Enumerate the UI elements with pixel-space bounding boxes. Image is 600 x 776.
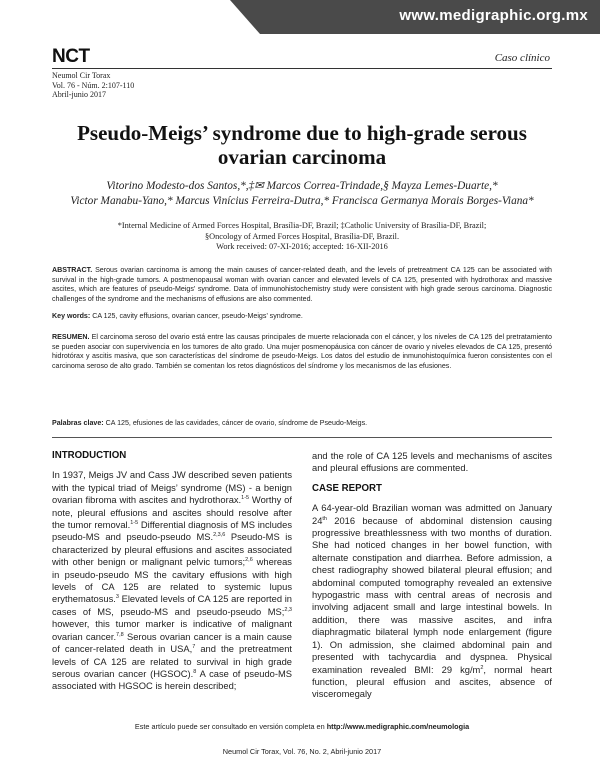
article-title [52,121,552,169]
introduction-heading: INTRODUCTION [52,450,127,461]
body-column-right [312,450,552,709]
footer-citation: Neumol Cir Torax, Vol. 76, No. 2, Abril-junio 2017 [222,747,382,756]
site-banner [0,0,600,34]
authors-line-2: Victor Manabu-Yano,* Marcus Vinícius Ferreira-Dutra,* Francisca Germanya Morais Borges-Viana* [70,195,534,207]
abstract-label: ABSTRACT. [52,266,93,274]
keywords-text: CA 125, cavity effusions, ovarian cancer, pseudo-Meigs’ syndrome. [92,312,303,320]
citation: 1-5 [241,495,250,502]
case-report-heading: CASE REPORT [312,482,382,494]
resumen-text: El carcinoma seroso del ovario está entre las causas principales de muerte relacionada con el cáncer, y los niveles de CA 125 del pretratamiento se pueden asociar con supervivencia en los tumores de alto grado. Una mujer posmenopáusica con cáncer de ovario y niveles elevados de CA 125, presentó hidrotórax y ascitis masiva, que son características del síndrome de pseudo-Meigs. Los datos del estudio de inmunohistoquímica fueron consistentes con el carcinoma seroso de alto grado. También se comentan los retos diagnósticos del síndrome y los mecanismos de las efusiones. [52,333,552,370]
affiliations [52,221,552,253]
abstract-english [52,266,552,304]
resumen-label: RESUMEN. [52,333,90,341]
citation: 2,3 [284,606,292,613]
body-column-left [52,450,292,701]
case-report-paragraph: A 64-year-old Brazilian woman was admitted on January 24th 2016 because of abdominal distension causing progressive breathlessness with two months of duration. She had noticed changes in her bowel function, with alternate constipation and diarrhea. Before admission, a chest radiography showed bilateral pleural effusion; and abdominal computed tomography revealed an extensive hypogastric mass with central areas of necrosis and involving adjacent small and large intestinal bowels. In addition, there was massive ascites, and infra diaphragmatic bilateral lymph node enlargement (figure 1). On admission, she claimed abdominal pain and presented with tachycardia and dyspnea. Physical examination revealed BMI: 29 $kg/m^2$, normal heart function, pleural effusion and ascites, absence of visceromegaly [312,503,552,700]
citation: 2,6 [245,557,253,564]
palabras-clave-text: CA 125, efusiones de las cavidades, cáncer de ovario, síndrome de Pseudo-Meigs. [105,419,368,427]
palabras-clave-label: Palabras clave: [52,419,104,427]
abstract-text: Serous ovarian carcinoma is among the main causes of cancer-related death, and the levels of pretreatment CA 125 can be associated with survival in the high-grade tumors. A postmenopausal woman with ovarian cancer and elevated levels of CA 125, presented with hydrothorax and massive ascites, which are features of pseudo-Meigs’ syndrome. Data of immunohistochemistry study were consistent with high grade serous carcinoma. Diagnostic challenges of the syndrome and the mechanisms of effusions are also commented. [52,266,552,303]
authors-line-1: Vitorino Modesto-dos Santos,*,‡✉ Marcos Correa-Trindade,§ Mayza Lemes-Duarte,* [106,180,498,192]
abstract-spanish [52,333,552,371]
citation: 1-5 [130,519,139,526]
journal-citation [52,71,134,100]
journal-name: Neumol Cir Torax [52,71,111,80]
journal-date: Abril-junio 2017 [52,90,106,99]
keywords-label: Key words: [52,312,91,320]
author-list [52,179,552,209]
journal-volume: Vol. 76 - Núm. 2:107-110 [52,80,135,90]
abstract-divider [52,437,552,438]
header-divider [52,68,552,69]
affiliation-line-2: §Oncology of Armed Forces Hospital, Brasília-DF, Brazil. [204,231,400,241]
received-date: Work received: 07-XI-2016; accepted: 16-XII-2016 [216,242,388,251]
journal-logo: NCT [52,46,90,67]
title-line-1: Pseudo-Meigs’ syndrome due to high-grade serous [77,121,527,145]
citation: 2,3,6 [213,532,226,539]
keywords-english [52,312,552,322]
availability-note [52,722,552,731]
citation: 8 [193,668,197,675]
introduction-paragraph: In 1937, Meigs JV and Cass JW described seven patients with the typical triad of Meigs’ syndrome (MS) - a benign ovarian fibroma with ascites and hydrothorax.$^{1-5}$ Worthy of note, pleural effusions and ascites should resolve after the tumor removal.$^{1-5}$ Differential diagnosis of MS includes pseudo-MS and pseudo-pseudo MS.$^{2,3,6}$ Pseudo-MS is characterized by pleural effusions and ascites associated with other benign or malignant pelvic tumors;$^{2,6}$ whereas in pseudo-pseudo MS the cavitary effusions with high levels of CA 125 are related to systemic lupus erythematosus.$^3$ Elevated levels of CA 125 are reported in cases of MS, pseudo-MS and pseudo-pseudo MS;$^{2,3}$ however, this tumor marker is indicative of malignant ovarian cancer.$^{7,8}$ Serous ovarian cancer is a main cause of cancer-related death in USA,$^7$ and the pretreatment levels of CA 125 are related to survival in high grade serous ovarian cancer (HGSOC).$^8$ A case of pseudo-MS associated with HGSOC is herein described; [52,470,293,692]
site-url-link[interactable]: www.medigraphic.org.mx [399,7,588,24]
section-label: Caso clínico [494,52,550,64]
availability-text: Este artículo puede ser consultado en versión completa en [134,722,327,731]
affiliation-line-1: *Internal Medicine of Armed Forces Hospital, Brasília-DF, Brazil; ‡Catholic University of Brasília-DF, Brazil; [117,221,487,230]
citation: 3 [115,594,119,601]
citation: 7 [192,643,196,650]
title-line-2: ovarian carcinoma [217,145,387,169]
keywords-spanish [52,419,552,429]
full-text-link[interactable]: http://www.medigraphic.com/neumologia [326,722,470,731]
introduction-paragraph-end: and the role of CA 125 levels and mechanisms of ascites and pleural effusions are commented. [312,451,552,474]
citation: 7,8 [116,631,124,638]
